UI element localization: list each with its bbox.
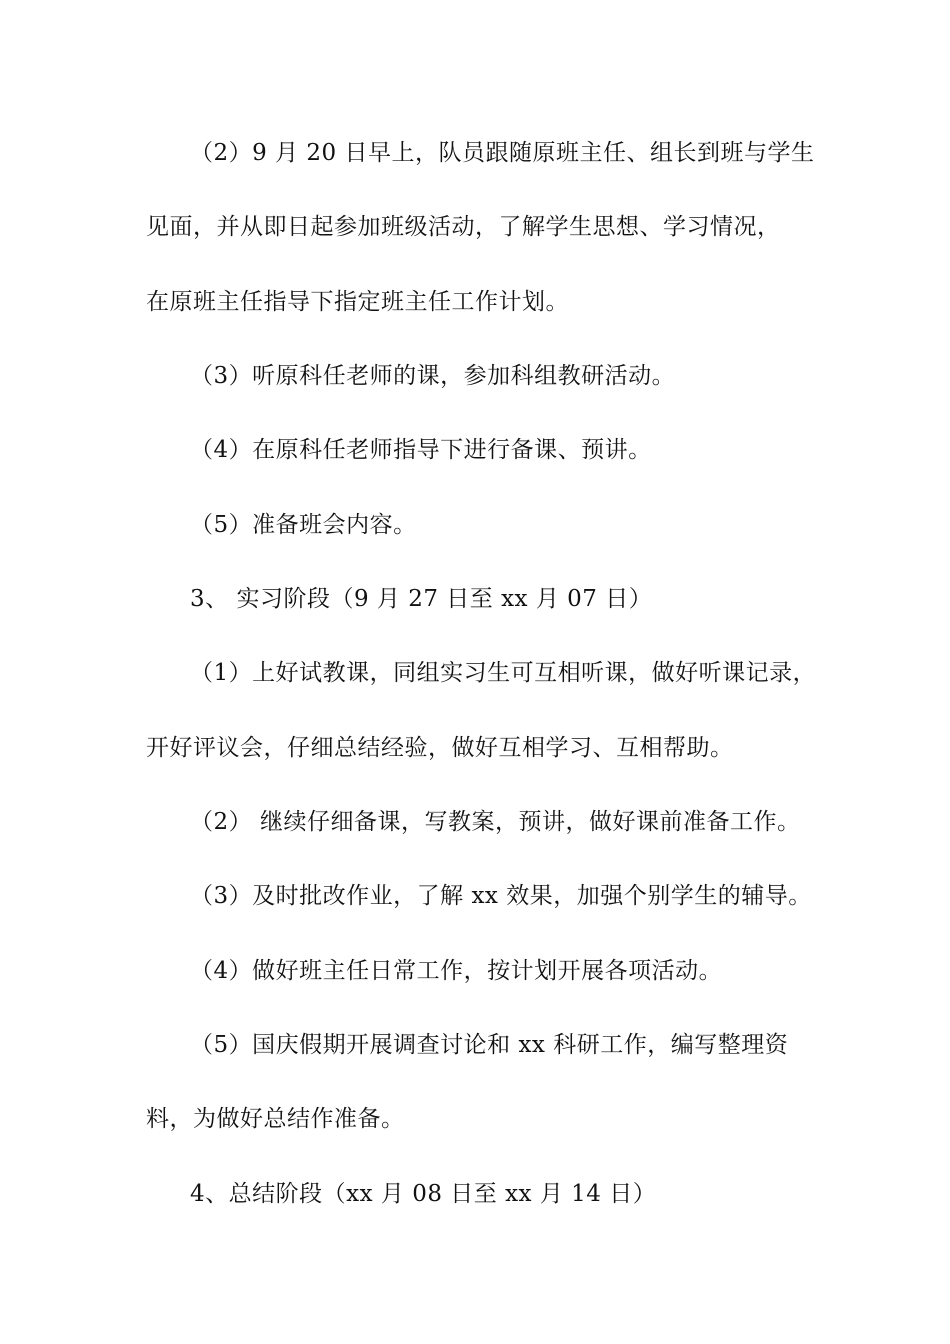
paragraph-line: 开好评议会，仔细总结经验，做好互相学习、互相帮助。 (146, 735, 734, 761)
paragraph-line: （4）做好班主任日常工作，按计划开展各项活动。 (190, 958, 723, 984)
paragraph-line: 料，为做好总结作准备。 (146, 1106, 405, 1132)
paragraph-line: （5）准备班会内容。 (190, 512, 417, 538)
paragraph-line: （2） 继续仔细备课，写教案，预讲，做好课前准备工作。 (190, 809, 801, 835)
paragraph-line: 在原班主任指导下指定班主任工作计划。 (146, 289, 569, 315)
paragraph-line: （4）在原科任老师指导下进行备课、预讲。 (190, 437, 652, 463)
paragraph-line: （3）听原科任老师的课，参加科组教研活动。 (190, 363, 676, 389)
paragraph-line: （5）国庆假期开展调查讨论和 xx 科研工作，编写整理资 (190, 1032, 789, 1058)
paragraph-line: 见面，并从即日起参加班级活动，了解学生思想、学习情况， (146, 214, 781, 240)
paragraph-line: （1）上好试教课，同组实习生可互相听课，做好听课记录， (190, 660, 817, 686)
paragraph-line: （3）及时批改作业，了解 xx 效果，加强个别学生的辅导。 (190, 883, 812, 909)
paragraph-line: （2）9 月 20 日早上，队员跟随原班主任、组长到班与学生 (190, 140, 815, 166)
section-heading: 3、 实习阶段（9 月 27 日至 xx 月 07 日） (190, 586, 653, 612)
section-heading: 4、总结阶段（xx 月 08 日至 xx 月 14 日） (190, 1181, 657, 1207)
